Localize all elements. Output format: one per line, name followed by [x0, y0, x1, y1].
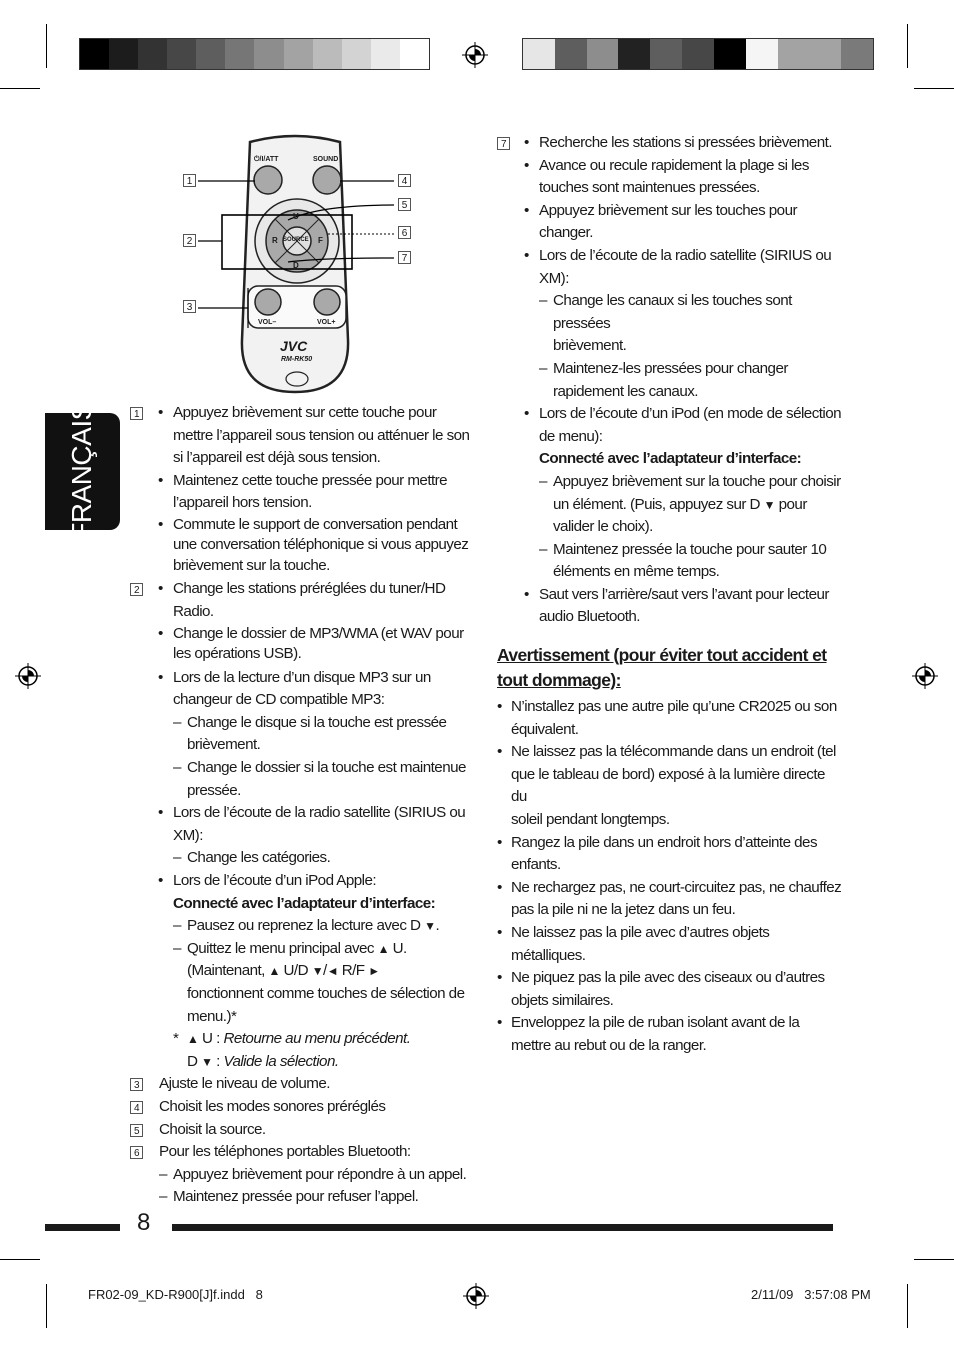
- vol-minus-label: VOL–: [258, 319, 277, 326]
- up-triangle-icon: ▲: [187, 1032, 199, 1047]
- text-line: Choisit la source.: [159, 1120, 266, 1138]
- text-line: Ne laissez pas la télécommande dans un endroit (tel: [511, 743, 836, 761]
- text-line: soleil pendant longtemps.: [511, 811, 670, 829]
- color-swatch: [650, 39, 682, 69]
- jvc-logo: JVC: [280, 338, 308, 354]
- text-line: fonctionnent comme touches de sélection de: [187, 984, 465, 1002]
- text-line: Maintenez-les pressées pour changer: [553, 359, 788, 377]
- text-line: /: [323, 962, 327, 980]
- footer-date: 2/11/09: [751, 1287, 794, 1302]
- text-line: Change le dossier si la touche est maintenue: [187, 759, 466, 777]
- text-line: Connecté avec l’adaptateur d’interface:: [539, 450, 802, 468]
- text-line: changeur de CD compatible MP3:: [173, 691, 385, 709]
- vol-plus-label: VOL+: [317, 319, 336, 326]
- item-number: 6: [130, 1146, 143, 1159]
- text-line: Maintenez pressée la touche pour sauter 10: [553, 540, 827, 558]
- item-number: 5: [130, 1124, 143, 1137]
- color-swatch: [400, 39, 429, 69]
- page-number: 8: [137, 1209, 151, 1236]
- text-line: Recherche les stations si pressées brièvement.: [539, 134, 832, 151]
- color-swatch: [342, 39, 371, 69]
- text-line: mettre au rebut ou de la ranger.: [511, 1036, 707, 1054]
- color-swatch: [523, 39, 555, 69]
- text-line: que le tableau de bord) exposé à la lumière directe du: [511, 765, 825, 806]
- text-line: Choisit les modes sonores préréglés: [159, 1097, 386, 1115]
- text-line: Appuyez brièvement sur les touches pour: [539, 201, 797, 219]
- text-line: :: [216, 1052, 220, 1070]
- text-line: menu.)*: [187, 1007, 237, 1025]
- registration-mark-icon: [462, 42, 488, 68]
- page-rule-right: [172, 1224, 833, 1231]
- text-line: Appuyez brièvement sur cette touche pour: [173, 404, 437, 421]
- text-line: Quittez le menu principal avec: [187, 939, 374, 957]
- warning-heading: [497, 643, 842, 693]
- text-line: pressée.: [187, 781, 241, 799]
- item-number: 7: [497, 137, 510, 150]
- text-line: touches sont maintenues pressées.: [539, 179, 760, 197]
- text-line: les opérations USB).: [173, 645, 302, 663]
- text-line: XM):: [539, 269, 569, 287]
- text-line: N’installez pas une autre pile qu’une CR2025 ou son: [511, 698, 837, 716]
- down-triangle-icon: ▼: [424, 919, 436, 934]
- text-line: Lors de la lecture d’un disque MP3 sur un: [173, 668, 431, 686]
- text-line: U/D: [283, 962, 309, 980]
- item-number: 2: [130, 583, 143, 596]
- registration-mark-icon: [463, 1283, 489, 1309]
- text-line: rapidement les canaux.: [553, 382, 698, 400]
- text-line: Lors de l’écoute d’un iPod Apple:: [173, 872, 377, 889]
- text-line: un élément. (Puis, appuyez sur D: [553, 495, 760, 513]
- text-line: (Maintenant,: [187, 962, 265, 980]
- text-line: mettre l’appareil sous tension ou atténuer le son: [173, 426, 470, 444]
- color-swatch: [714, 39, 746, 69]
- text-line: Ajuste le niveau de volume.: [159, 1075, 330, 1093]
- power-att-label: ⏻/I/ATT: [254, 156, 279, 163]
- text-line: Appuyez brièvement sur la touche pour choisir: [553, 472, 841, 490]
- text-line: XM):: [173, 826, 203, 844]
- color-swatch: [284, 39, 313, 69]
- r-label: R: [272, 236, 278, 245]
- color-swatch: [841, 39, 873, 69]
- callout-1: 1: [183, 174, 196, 187]
- callout-3: 3: [183, 300, 196, 313]
- d-label: D: [293, 261, 299, 270]
- color-swatch: [809, 39, 841, 69]
- text-line: Ne rechargez pas, ne court-circuitez pas, ne chauffez: [511, 878, 842, 896]
- color-swatch: [313, 39, 342, 69]
- text-line: Change les stations préréglées du tuner/HD: [173, 580, 446, 598]
- color-swatch: [746, 39, 778, 69]
- color-swatch: [167, 39, 196, 69]
- text-line: équivalent.: [511, 720, 579, 738]
- footnote-mark: *: [173, 1030, 179, 1048]
- text-line: audio Bluetooth.: [539, 608, 640, 626]
- item-number: 1: [130, 407, 143, 420]
- text-line: Saut vers l’arrière/saut vers l’avant pour lecteur: [539, 585, 829, 603]
- text-line: Appuyez brièvement pour répondre à un appel.: [173, 1165, 467, 1183]
- language-tab-label: FRANÇAIS: [66, 402, 97, 540]
- text-line: l’appareil hors tension.: [173, 494, 312, 512]
- text-line: brièvement.: [187, 736, 261, 754]
- text-line: Radio.: [173, 603, 214, 621]
- text-line: Change les catégories.: [187, 849, 331, 867]
- text-line: D: [187, 1052, 198, 1070]
- color-calibration-bar-left: [79, 38, 430, 70]
- color-swatch: [371, 39, 400, 69]
- color-swatch: [138, 39, 167, 69]
- right-triangle-icon: ►: [368, 964, 380, 979]
- text-line: Lors de l’écoute d’un iPod (en mode de sélection: [539, 405, 842, 423]
- registration-mark-icon: [15, 663, 41, 689]
- color-swatch: [196, 39, 225, 69]
- text-line: changer.: [539, 224, 593, 242]
- page-rule-left: [45, 1224, 120, 1231]
- color-swatch: [778, 39, 810, 69]
- text-line: .: [435, 917, 440, 935]
- text-line: Change le dossier de MP3/WMA (et WAV pour: [173, 624, 464, 642]
- right-column: 7 • Recherche les stations si pressées brièvement. • Avance ou recule rapidement la plage si les touches sont maintenues pressées. • Appuyez brièvement sur les touches pour changer. • Lors de l’écoute de la radio satellite (SIRIUS ou XM): – Change les canaux si les touches sont pressées brièvement. – Maintenez-les pressées pour changer rapidement les canaux. • Lors de l’écoute d’un iPod (en mode de sélection de menu): Connecté avec l’adaptateur d’interface: – Appuyez brièvement sur la touche pour choisir un élément. (Puis, appuyez sur D ▼ pour valider le choix). – Maintenez pressée la touche pour sauter 10 éléments en même temps. • Saut vers l’arrière/saut vers l’avant pour lecteur audio Bluetooth. Avertissement (pour éviter tout accident et tout dommage): • N’installez pas une autre pile qu’une CR2025 ou son équivalent. • Ne laissez pas la télécommande dans un endroit (tel que le tableau de bord) exposé à la lumière directe du soleil pendant longtemps. • Rangez la pile dans un endroit hors d’atteinte des enfants. • Ne rechargez pas, ne court-circuitez pas, ne chauffez pas la pile ni ne la jetez dans un feu. • Ne laissez pas la pile avec d’autres objets métalliques. • Ne piquez pas la pile avec des ciseaux ou d’autres objets similaires. • Enveloppez la pile de ruban isolant avant de la mettre au rebut ou de la ranger.: [497, 134, 842, 1054]
- footer-time: 3:57:08 PM: [804, 1287, 871, 1302]
- text-line: R/F: [341, 962, 365, 980]
- text-line: de menu):: [539, 427, 603, 445]
- text-line: éléments en même temps.: [553, 563, 720, 581]
- left-column: 1 • Appuyez brièvement sur cette touche pour mettre l’appareil sous tension ou atténuer le son si l’appareil est déjà sous tension. • Maintenez cette touche pressée pour mettre l’appareil hors tension. • Commute le support de conversation pendant une conversation téléphonique si vous appuyez brièvement sur la touche. 2 • Change les stations préréglées du tuner/HD Radio. • Change le dossier de MP3/WMA (et WAV pour les opérations USB). • Lors de la lecture d’un disque MP3 sur un changeur de CD compatible MP3: – Change le disque si la touche est pressée brièvement. – Change le dossier si la touche est maintenue pressée. • Lors de l’écoute de la radio satellite (SIRIUS ou XM): – Change les catégories. • Lors de l’écoute d’un iPod Apple: Connecté avec l’adaptateur d’interface: – Pausez ou reprenez la lecture avec D ▼. – Quittez le menu principal avec ▲ U. (Maintenant, ▲ U/D ▼/◄ R/F ► fonctionnent comme touches de sélection de menu.)* * ▲ U : Retourne au menu précédent. D ▼ : Valide la sélection. 3 Ajuste le niveau de volume. 4 Choisit les modes sonores préréglés 5 Choisit la source. 6 Pour les téléphones portables Bluetooth: – Appuyez brièvement pour répondre à un appel. – Maintenez pressée pour refuser l’appel.: [130, 402, 470, 1209]
- model-label: RM-RK50: [281, 356, 313, 363]
- text-line: Maintenez pressée pour refuser l’appel.: [173, 1188, 419, 1206]
- text-line: Enveloppez la pile de ruban isolant avant de la: [511, 1014, 800, 1032]
- f-label: F: [318, 236, 323, 245]
- up-triangle-icon: ▲: [268, 964, 280, 979]
- footer-datetime: [751, 1287, 871, 1302]
- color-swatch: [254, 39, 283, 69]
- color-swatch: [682, 39, 714, 69]
- callout-4: 4: [398, 174, 411, 187]
- callout-2: 2: [183, 234, 196, 247]
- footer-file: [88, 1287, 263, 1302]
- color-swatch: [225, 39, 254, 69]
- text-line: Avance ou recule rapidement la plage si les: [539, 156, 809, 174]
- text-line: une conversation téléphonique si vous appuyez: [173, 536, 469, 554]
- warning-heading-line: Avertissement (pour éviter tout accident et: [497, 645, 827, 666]
- text-line: Rangez la pile dans un endroit hors d’atteinte des: [511, 833, 818, 851]
- left-triangle-icon: ◄: [326, 964, 339, 979]
- text-line: enfants.: [511, 856, 561, 874]
- callout-6: 6: [398, 226, 411, 239]
- text-line: brièvement sur la touche.: [173, 556, 330, 574]
- text-line: pas la pile ni ne la jetez dans un feu.: [511, 901, 736, 919]
- up-triangle-icon: ▲: [377, 941, 389, 956]
- text-line: Retourne au menu précédent.: [223, 1030, 411, 1048]
- language-tab: [45, 402, 120, 540]
- text-line: Change le disque si la touche est pressée: [187, 713, 447, 731]
- registration-mark-icon: [912, 663, 938, 689]
- sound-label: SOUND: [313, 156, 339, 163]
- text-line: Ne piquez pas la pile avec des ciseaux ou d’autres: [511, 969, 825, 987]
- item-number: 3: [130, 1078, 143, 1091]
- text-line: Pour les téléphones portables Bluetooth:: [159, 1143, 411, 1161]
- callout-5: 5: [398, 198, 411, 211]
- down-triangle-icon: ▼: [763, 497, 775, 512]
- text-line: U.: [392, 939, 407, 957]
- text-line: Pausez ou reprenez la lecture avec D: [187, 917, 421, 935]
- source-label: SOURCE: [283, 237, 309, 243]
- color-swatch: [109, 39, 138, 69]
- text-line: Ne laissez pas la pile avec d’autres objets métalliques.: [511, 924, 770, 964]
- text-line: Connecté avec l’adaptateur d’interface:: [173, 894, 436, 912]
- text-line: Valide la sélection.: [223, 1052, 339, 1070]
- text-line: Lors de l’écoute de la radio satellite (SIRIUS ou: [173, 804, 466, 822]
- text-line: objets similaires.: [511, 991, 614, 1009]
- callout-7: 7: [398, 251, 411, 264]
- text-line: Commute le support de conversation pendant: [173, 515, 458, 533]
- color-swatch: [80, 39, 109, 69]
- text-line: brièvement.: [553, 337, 627, 355]
- color-calibration-bar-right: [522, 38, 874, 70]
- color-swatch: [587, 39, 619, 69]
- down-triangle-icon: ▼: [311, 964, 324, 979]
- item-number: 4: [130, 1101, 143, 1114]
- text-line: pour: [778, 495, 807, 513]
- warning-heading-line: tout dommage):: [497, 670, 621, 691]
- footer-page: 8: [255, 1287, 263, 1302]
- footer-filename: FR02-09_KD-R900[J]f.indd: [88, 1287, 245, 1302]
- text-line: Change les canaux si les touches sont pressées: [553, 292, 792, 332]
- u-label: U: [293, 212, 299, 221]
- down-triangle-icon: ▼: [201, 1054, 213, 1069]
- text-line: U :: [202, 1030, 220, 1048]
- text-line: si l’appareil est déjà sous tension.: [173, 449, 381, 467]
- color-swatch: [555, 39, 587, 69]
- text-line: Maintenez cette touche pressée pour mettre: [173, 471, 448, 489]
- text-line: Lors de l’écoute de la radio satellite (SIRIUS ou: [539, 246, 832, 264]
- remote-illustration: [170, 130, 480, 400]
- color-swatch: [618, 39, 650, 69]
- text-line: valider le choix).: [553, 518, 653, 536]
